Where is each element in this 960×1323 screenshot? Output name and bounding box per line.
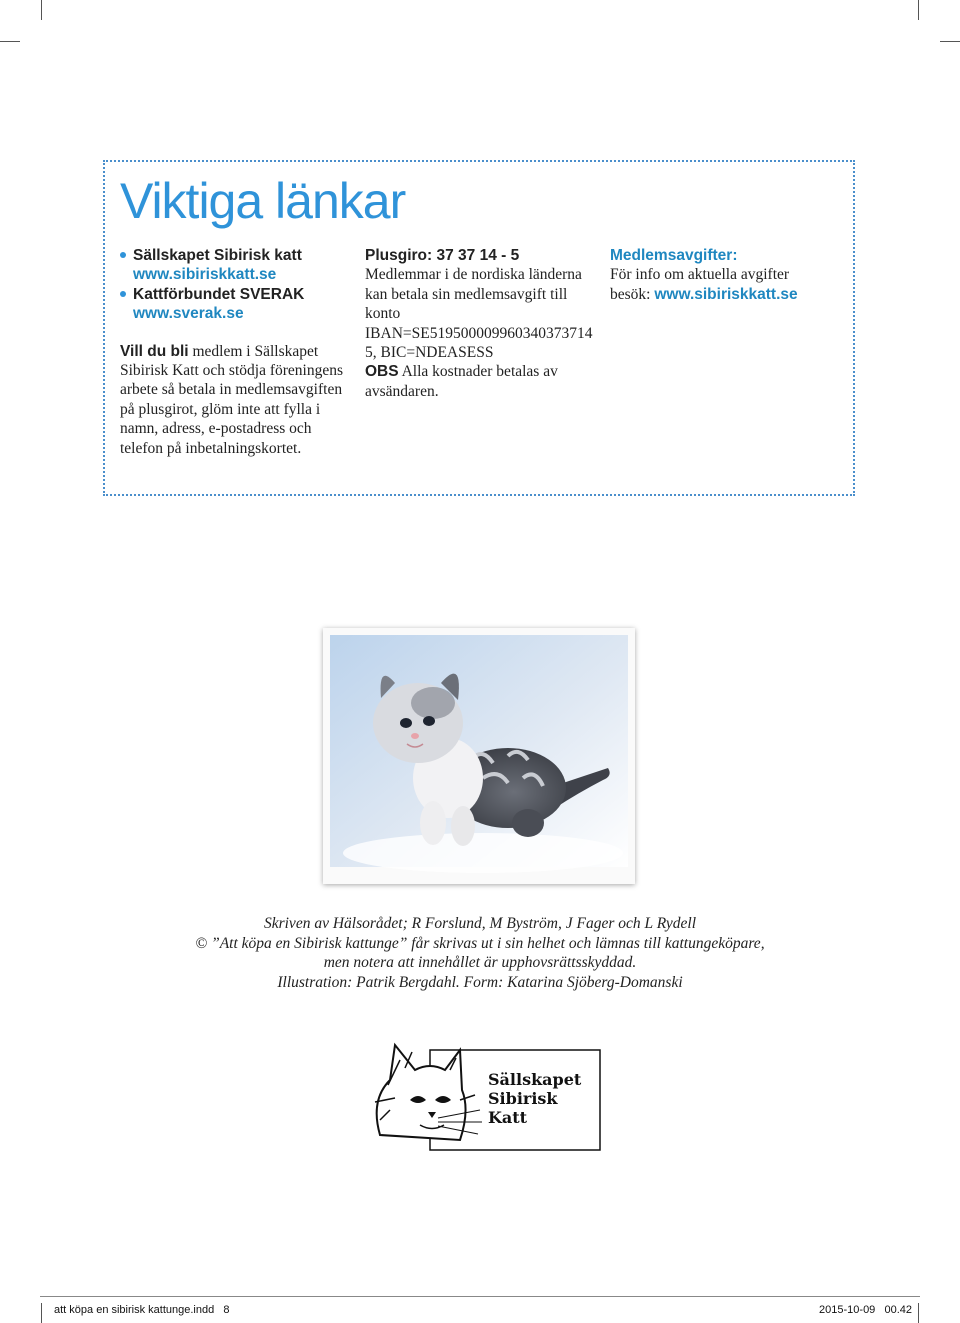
credit-line: men notera att innehållet är upphovsrättsskyddad. <box>323 954 637 971</box>
plusgiro-text: Medlemmar i de nordiska länderna kan betala sin medlemsavgift till konto IBAN=SE5195000099603403737145, BIC=NDEASESS <box>365 266 593 362</box>
fees-column <box>610 246 825 304</box>
fees-text: För info om aktuella avgifter besök: <box>610 266 790 303</box>
links-list <box>120 246 345 324</box>
kitten-photo <box>323 628 635 884</box>
kitten-photo-frame <box>323 628 635 884</box>
logo-line: Sibirisk <box>488 1089 558 1108</box>
fees-label: Medlemsavgifter: <box>610 247 738 264</box>
crop-mark <box>918 0 919 20</box>
plusgiro-label: Plusgiro: 37 37 14 - 5 <box>365 247 520 264</box>
list-item <box>120 246 345 285</box>
link-name: Sällskapet Sibirisk katt <box>133 247 302 264</box>
membership-text: medlem i Sällskapet Sibirisk Katt och stödja föreningens arbete så betala in medlemsavgiften på plusgirot, glöm inte att fylla i namn, adress, e-postadress och telefon på inbetalningskortet. <box>120 342 343 457</box>
bullet-icon <box>120 291 126 297</box>
credit-line: Skriven av Hälsorådet; R Forslund, M Byström, J Fager och L Rydell <box>263 915 697 932</box>
membership-lead: Vill du bli <box>120 342 189 360</box>
credit-line: Illustration: Patrik Bergdahl. Form: Katarina Sjöberg-Domanski <box>277 973 683 991</box>
bullet-icon <box>120 252 126 258</box>
link-url[interactable]: www.sibiriskkatt.se <box>133 266 277 284</box>
logo-text <box>488 1070 581 1127</box>
credits <box>100 914 860 992</box>
slug-timestamp: 2015-10-09 00.42 <box>819 1304 912 1316</box>
slug-filename: att köpa en sibirisk kattunge.indd 8 <box>54 1304 230 1316</box>
crop-mark <box>41 0 42 20</box>
crop-mark <box>0 41 20 42</box>
obs-note <box>365 362 595 401</box>
plusgiro-column <box>365 246 595 401</box>
list-item <box>120 285 345 324</box>
fees-paragraph <box>610 265 825 304</box>
obs-text: Alla kostnader betalas av avsändaren. <box>365 363 558 400</box>
credit-line: © ”Att köpa en Sibirisk kattunge” får skrivas ut i sin helhet och lämnas till kattungeköpare, <box>195 934 765 952</box>
page-title: Viktiga länkar <box>120 173 406 229</box>
logo-line: Sällskapet <box>488 1070 582 1089</box>
links-column <box>120 246 345 458</box>
club-logo <box>360 1040 610 1160</box>
link-url[interactable]: www.sverak.se <box>133 305 244 323</box>
membership-paragraph <box>120 342 345 458</box>
crop-mark <box>940 41 960 42</box>
fees-link[interactable]: www.sibiriskkatt.se <box>654 285 798 303</box>
obs-label: OBS <box>365 363 399 381</box>
print-slug <box>40 1296 920 1321</box>
link-name: Kattförbundet SVERAK <box>133 285 305 303</box>
logo-line: Katt <box>488 1108 528 1127</box>
